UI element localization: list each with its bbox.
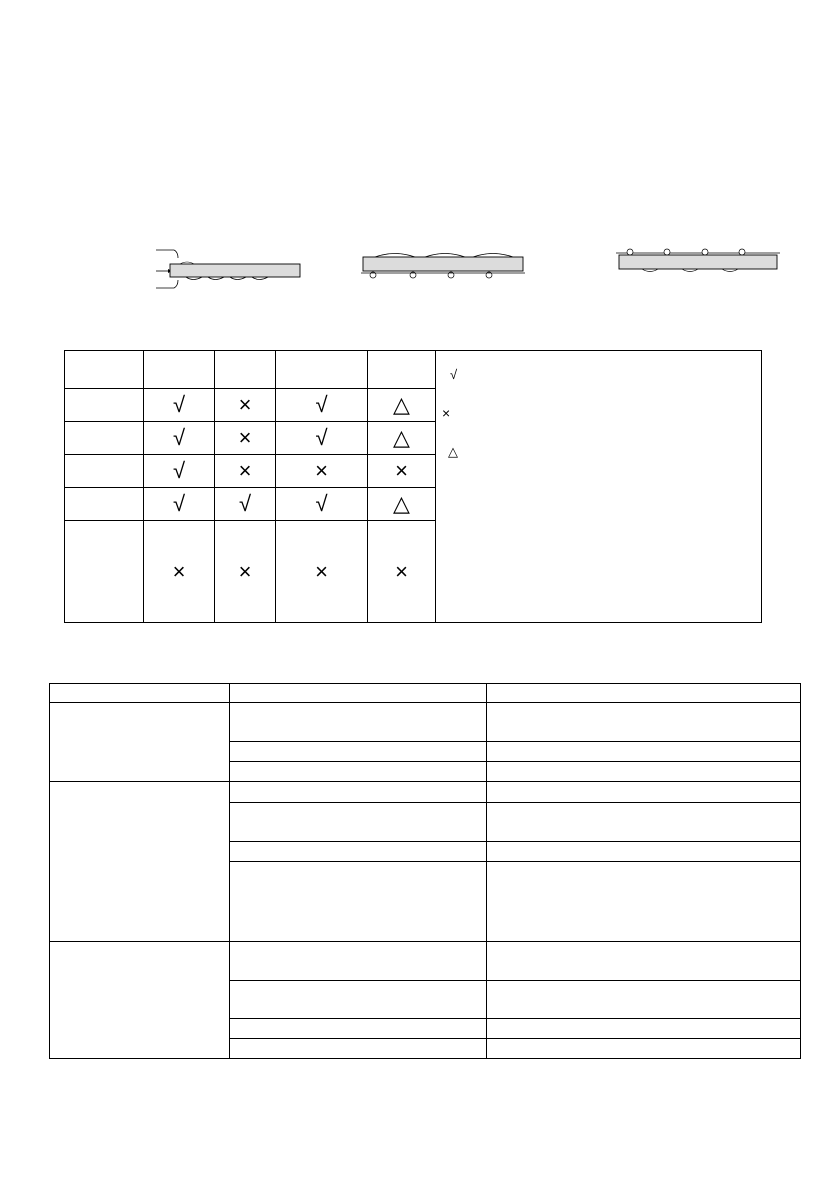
table-cell [487, 762, 801, 782]
legend-cross-symbol: × [442, 405, 451, 421]
table-cell: × [144, 521, 215, 623]
header-cell [368, 351, 436, 389]
group-cell [50, 703, 230, 782]
table-cell [487, 803, 801, 842]
table-cell [487, 742, 801, 762]
table-cell [229, 762, 487, 782]
table-cell [229, 782, 487, 803]
row-label-cell [65, 389, 144, 422]
header-cell [276, 351, 368, 389]
table-cell: × [276, 455, 368, 488]
board-middle-diagram [355, 248, 530, 282]
table-cell: × [368, 521, 436, 623]
table-cell [229, 742, 487, 762]
legend-triangle-symbol: △ [448, 444, 458, 459]
table-cell: √ [144, 455, 215, 488]
table-cell [487, 942, 801, 981]
table-cell: √ [144, 389, 215, 422]
row-label-cell [65, 455, 144, 488]
row-label-cell [65, 521, 144, 623]
table-cell: × [215, 521, 276, 623]
table-cell: √ [276, 389, 368, 422]
table-cell: × [215, 455, 276, 488]
table-cell: △ [368, 389, 436, 422]
table-cell [487, 862, 801, 942]
group-cell [50, 942, 230, 1059]
table-cell: × [276, 521, 368, 623]
row-label-cell [65, 488, 144, 521]
table-cell [229, 942, 487, 981]
table-cell: √ [144, 422, 215, 455]
header-cell [65, 351, 144, 389]
table-cell: × [368, 455, 436, 488]
compat-table [64, 350, 762, 623]
table-cell [487, 703, 801, 742]
table-cell: △ [368, 488, 436, 521]
table-cell [487, 842, 801, 862]
table-cell [229, 703, 487, 742]
table-cell: √ [276, 422, 368, 455]
header-cell [50, 684, 230, 703]
group-cell [50, 782, 230, 942]
table-cell: × [215, 422, 276, 455]
table-cell [229, 1019, 487, 1039]
table-cell [487, 1019, 801, 1039]
legend-cell [436, 351, 762, 623]
board-right-diagram [612, 246, 784, 278]
header-cell [229, 684, 487, 703]
board-left-diagram [150, 244, 310, 294]
table-cell [229, 1039, 487, 1059]
table-cell: × [215, 389, 276, 422]
table-cell: √ [215, 488, 276, 521]
spec-table [49, 683, 801, 1059]
table-cell [229, 842, 487, 862]
table-cell [487, 782, 801, 803]
legend-check-symbol: √ [450, 367, 458, 382]
header-cell [487, 684, 801, 703]
table-cell [487, 981, 801, 1019]
table-cell: △ [368, 422, 436, 455]
header-cell [144, 351, 215, 389]
table-cell: √ [276, 488, 368, 521]
table-cell [229, 862, 487, 942]
table-cell [487, 1039, 801, 1059]
table-cell [229, 803, 487, 842]
table-cell: √ [144, 488, 215, 521]
table-cell [229, 981, 487, 1019]
row-label-cell [65, 422, 144, 455]
header-cell [215, 351, 276, 389]
